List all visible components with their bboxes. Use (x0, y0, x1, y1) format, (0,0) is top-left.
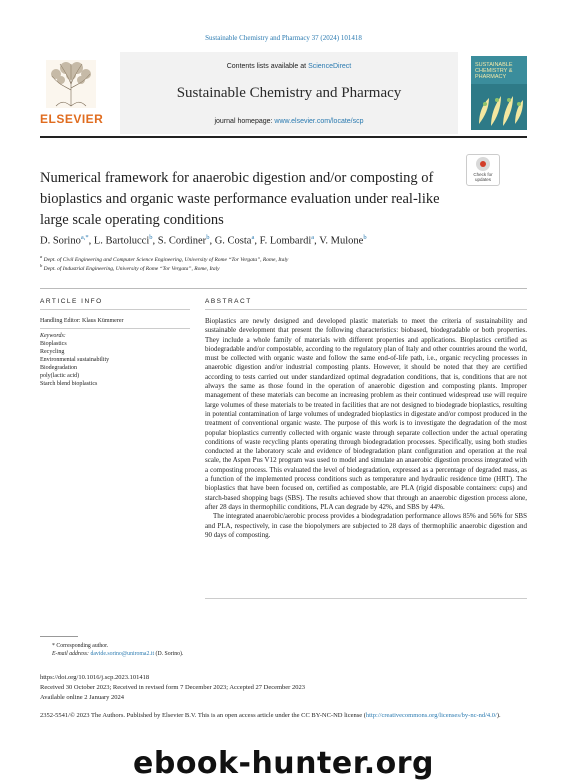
license-link[interactable]: http://creativecommons.org/licenses/by-nc-nd/4.0/ (365, 712, 497, 719)
email-label: E-mail address: (52, 651, 91, 657)
doi-link[interactable]: https://doi.org/10.1016/j.scp.2023.101418 (40, 674, 150, 681)
publisher-logo[interactable] (40, 60, 102, 132)
author-affiliation-mark[interactable]: b (206, 234, 210, 241)
keyword-item: Recycling (40, 349, 65, 355)
author-affiliation-mark[interactable]: b (149, 234, 153, 241)
email-suffix: (D. Sorino). (154, 651, 184, 657)
author-name[interactable]: L. Bartolucci (93, 235, 150, 247)
author-affiliation-mark[interactable]: a,* (80, 234, 89, 241)
keyword-item: Starch blend bioplastics (40, 381, 98, 387)
keywords-label: Keywords: (40, 333, 66, 339)
author-list: D. Sorino$^{a,*}$, L. Bartolucci$^b$, S. Cordiner$^b$, G. Costa$^a$, F. Lombardi$^a$, V. Mulone$^b$ (40, 234, 367, 247)
publisher-name: ELSEVIER (40, 112, 104, 126)
email-link[interactable]: davide.sorino@uniroma2.it (90, 651, 155, 657)
contents-line (120, 63, 458, 70)
journal-cover-image[interactable] (471, 56, 527, 130)
author-affiliation-mark[interactable]: a (311, 234, 315, 241)
article-title: Numerical framework for anaerobic digestion and/or composting of bioplastics and organic waste performance evaluation under real-like large scale operating conditions (40, 170, 440, 228)
keyword-item: Environmental sustainability (40, 357, 110, 363)
author-affiliation-mark[interactable]: a (251, 234, 255, 241)
available-online: Available online 2 January 2024 (40, 694, 124, 701)
affiliation-b-text: Dept. of Industrial Engineering, University of Rome “Tor Vergata”, Rome, Italy (43, 265, 220, 272)
affiliation-a: $^a$ Dept. of Civil Engineering and Computer Science Engineering, University of Rome “Tor Vergata”, Rome, Italy (40, 254, 289, 263)
abstract-bottom-rule (205, 598, 527, 599)
homepage-link[interactable]: www.elsevier.com/locate/scp (274, 118, 364, 125)
homepage-prefix: journal homepage: (214, 118, 275, 125)
homepage-line (120, 118, 458, 125)
license-prefix: 2352-5541/© 2023 The Authors. Published by Elsevier B.V. This is an open access article under the CC BY-NC-ND license ( (40, 712, 366, 719)
masthead-divider (40, 136, 527, 138)
article-info-rule (40, 309, 190, 310)
handling-editor: Handling Editor: Klaus Kümmerer (40, 318, 124, 324)
sciencedirect-link[interactable]: ScienceDirect (308, 63, 352, 70)
keyword-item: Bioplastics (40, 341, 67, 347)
journal-masthead-box (120, 52, 458, 134)
author-name[interactable]: S. Cordiner (157, 235, 207, 247)
check-updates-text (467, 172, 499, 182)
abstract-rule (205, 309, 527, 310)
check-updates-line1: Check for (473, 172, 493, 177)
abstract-heading: ABSTRACT (205, 298, 252, 305)
email-note (52, 651, 183, 657)
keyword-item: poly(lactic acid) (40, 373, 80, 379)
author-name[interactable]: F. Lombardi (259, 235, 312, 247)
abstract-body (205, 317, 527, 540)
author-name[interactable]: G. Costa (214, 235, 252, 247)
corresponding-author-note: * Corresponding author. (52, 643, 109, 649)
journal-title: Sustainable Chemistry and Pharmacy (176, 85, 402, 101)
section-divider (40, 288, 527, 289)
keyword-item: Biodegradation (40, 365, 77, 371)
author-affiliation-mark[interactable]: b (363, 234, 367, 241)
author-name[interactable]: V. Mulone (319, 235, 364, 247)
license-suffix: ). (496, 712, 501, 719)
masthead (40, 52, 527, 134)
check-updates-icon (476, 157, 490, 171)
affiliation-a-text: Dept. of Civil Engineering and Computer Science Engineering, University of Rome “Tor Vergata”, Rome, Italy (43, 256, 289, 263)
author-name[interactable]: D. Sorino (40, 235, 81, 247)
article-info-heading: ARTICLE INFO (40, 298, 103, 305)
contents-prefix: Contents lists available at (226, 63, 309, 70)
watermark-text: ebook-hunter.org (133, 746, 434, 781)
received-dates: Received 30 October 2023; Received in revised form 7 December 2023; Accepted 27 December 2023 (40, 684, 305, 691)
keywords-list (40, 340, 190, 388)
footnote-rule (40, 636, 78, 637)
elsevier-tree-icon (46, 60, 96, 108)
journal-reference[interactable]: Sustainable Chemistry and Pharmacy 37 (2024) 101418 (205, 34, 362, 42)
article-info-rule-2 (40, 328, 190, 329)
cover-title: SUSTAINABLE CHEMISTRY & PHARMACY (475, 62, 513, 80)
abstract-paragraph-1: Bioplastics are newly designed and developed plastic materials to meet the criteria of sustainability and sustainable development that present the following characteristics: biobased, biodegradable or both properties. They include a whole family of materials with different properties and applications. Bioplastics certified as biodegradable and/or compostable, according to the regulatory plan of Italy and other countries around the world, must be collected with organic waste and follow the same end-of-life path, i.e., organic recycling processes in anaerobic digestion and/or industrial composting plants. However, it should be noted that they are certified according to tests carried out under standardized optimal degradation conditions, that is, conditions that are not always the same as those found in the operation of anaerobic digestion and composting plants. Improper management of these materials can become an increasing problem as their continued widespread use will require large volumes of these materials to be treated in facilities that are not designed to biodegrade bioplastics, resulting in potential contamination of large volumes of undegraded bioplastics in digestate and/or compost produced in the treatment of conventional organic waste. The purpose of this work is to investigate the degradation of the most popular bioplastics currently collected with organic waste through separate collection under the actual operating conditions of waste recycling plants operating through biodegradation processes. Specifically, using both studies conducted at the laboratory scale and evidence of biodegradation plant configuration and operation at the real scale, the Aspen Pus V12 program was used to model and simulate an anaerobic digestion process integrated with a composting process. This evaluated the level of biodegradation, expressed as a percentage of degraded mass, as a function of the implemented process conditions such as temperature and hydraulic residence time (HRT). The bioplastics that have been focused on, certified as compostable, are PLA (rigid disposable containers: cups) and starch-based shopping bags (SBS). The results achieved show that through an anaerobic digestion process alone, after 28 days in thermophilic conditions, PLA can degrade by 42%, and SBS by 44%. (205, 317, 527, 511)
abstract-paragraph-2: The integrated anaerobic/aerobic process provides a biodegradation performance allows 85% and 56% for SBS and PLA, respectively, in case the biopolymers are subjected to 28 days of thermophilic anaerobic digestion and 90 days of composting. (205, 512, 527, 539)
check-updates-line2: updates (474, 177, 491, 182)
cover-leaf-icon (471, 84, 527, 130)
check-for-updates-badge[interactable] (466, 154, 500, 186)
license-statement (40, 711, 527, 720)
affiliation-b: $^b$ Dept. of Industrial Engineering, University of Rome “Tor Vergata”, Rome, Italy (40, 263, 220, 272)
